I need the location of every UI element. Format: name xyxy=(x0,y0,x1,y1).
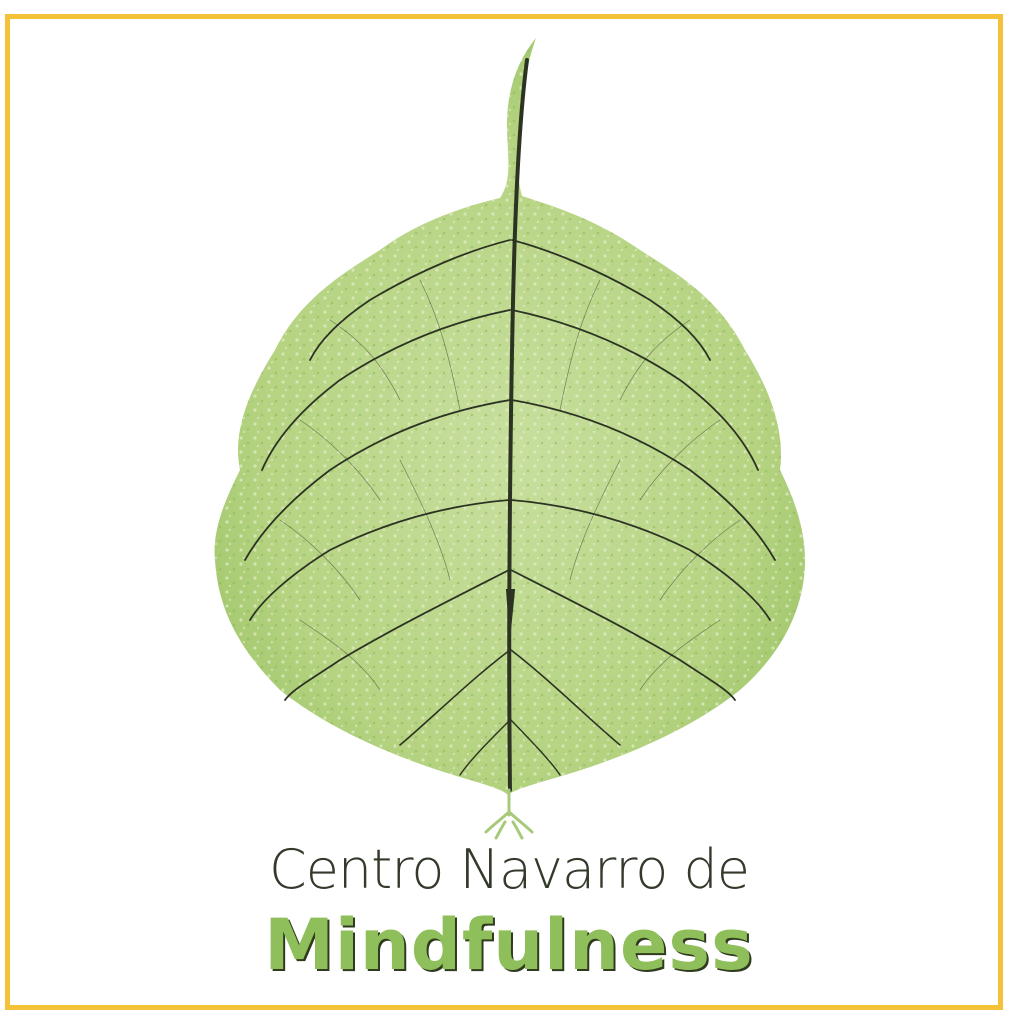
leaf-stem xyxy=(486,790,532,838)
logo-title-line1: Centro Navarro de xyxy=(269,838,749,901)
logo-title-line2: Mindfulness xyxy=(264,904,754,986)
